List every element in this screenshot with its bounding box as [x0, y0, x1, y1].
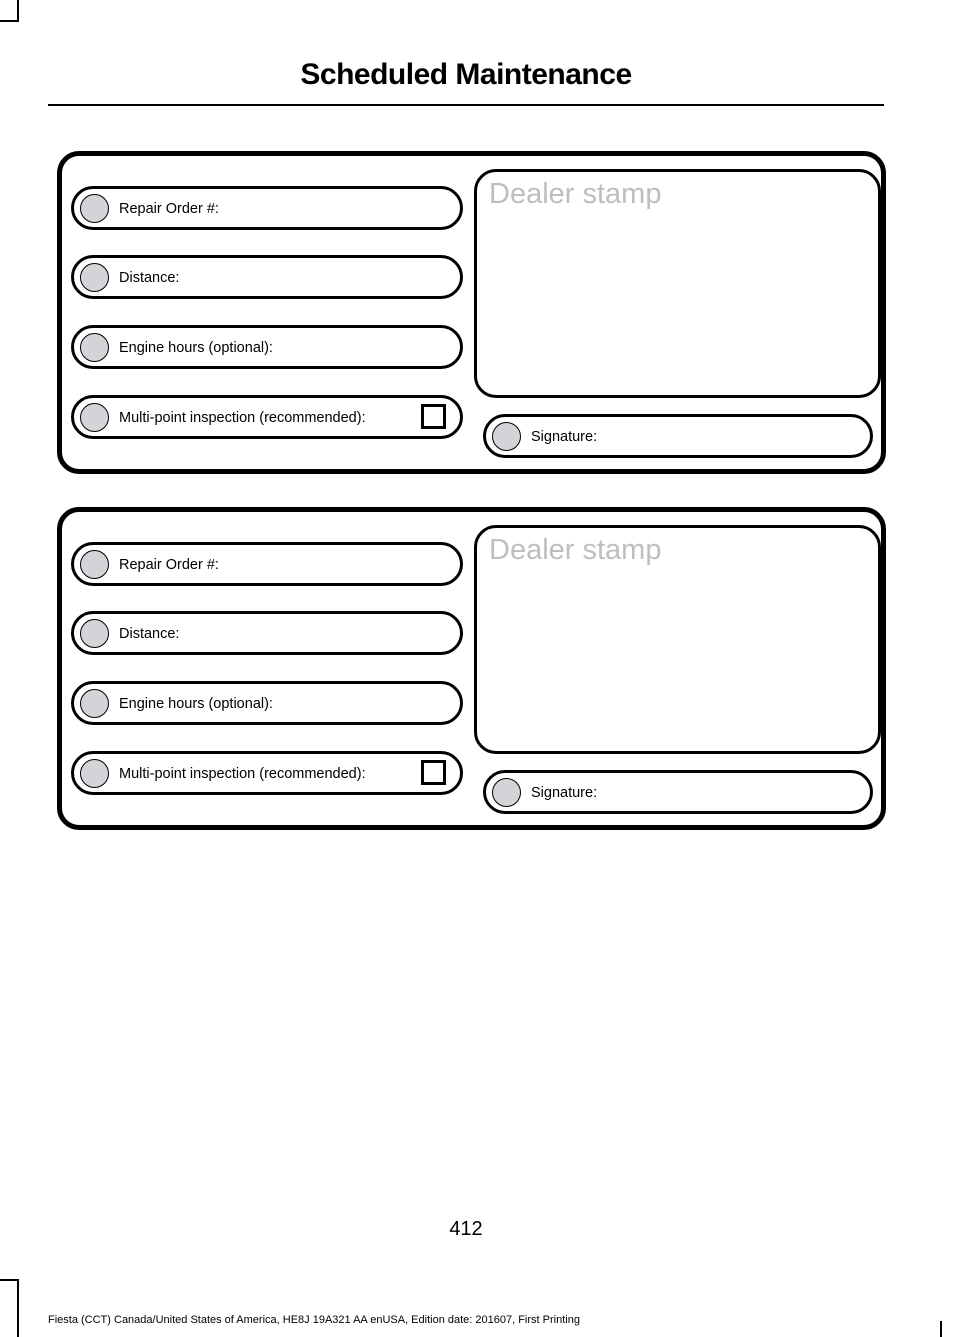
crop-mark-bottom-left-v: [17, 1279, 19, 1337]
circle-marker-icon: [80, 619, 109, 648]
signature-field[interactable]: [483, 770, 873, 814]
distance-field[interactable]: [71, 255, 463, 299]
page-number: 412: [449, 1218, 483, 1240]
inspection-field: [71, 395, 463, 439]
repair-order-field[interactable]: [71, 542, 463, 586]
circle-marker-icon: [492, 422, 521, 451]
footer-edition-info: Fiesta (CCT) Canada/United States of America, HE8J 19A321 AA enUSA, Edition date: 201607, First Printing: [48, 1314, 580, 1326]
distance-label: Distance:: [119, 626, 180, 642]
engine-hours-field[interactable]: [71, 681, 463, 725]
dealer-stamp-label: Dealer stamp: [489, 178, 662, 210]
circle-marker-icon: [80, 550, 109, 579]
circle-marker-icon: [80, 759, 109, 788]
circle-marker-icon: [80, 403, 109, 432]
crop-mark-bottom-right-v: [940, 1321, 942, 1337]
inspection-label: Multi-point inspection (recommended):: [119, 410, 366, 426]
inspection-label: Multi-point inspection (recommended):: [119, 766, 366, 782]
distance-field[interactable]: [71, 611, 463, 655]
engine-hours-label: Engine hours (optional):: [119, 696, 273, 712]
repair-order-label: Repair Order #:: [119, 557, 219, 573]
inspection-field: [71, 751, 463, 795]
maintenance-record-2: [57, 507, 886, 830]
title-divider: [48, 104, 884, 106]
distance-label: Distance:: [119, 270, 180, 286]
engine-hours-field[interactable]: [71, 325, 463, 369]
page-title: Scheduled Maintenance: [300, 58, 632, 91]
dealer-stamp-box[interactable]: [474, 169, 881, 398]
circle-marker-icon: [80, 194, 109, 223]
circle-marker-icon: [80, 689, 109, 718]
repair-order-field[interactable]: [71, 186, 463, 230]
crop-mark-top-left-h: [0, 20, 19, 22]
engine-hours-label: Engine hours (optional):: [119, 340, 273, 356]
crop-mark-top-left-v: [17, 0, 19, 22]
repair-order-label: Repair Order #:: [119, 201, 219, 217]
dealer-stamp-box[interactable]: [474, 525, 881, 754]
signature-label: Signature:: [531, 785, 598, 801]
signature-label: Signature:: [531, 429, 598, 445]
maintenance-record-1: [57, 151, 886, 474]
inspection-checkbox[interactable]: [421, 760, 446, 785]
circle-marker-icon: [492, 778, 521, 807]
circle-marker-icon: [80, 263, 109, 292]
circle-marker-icon: [80, 333, 109, 362]
inspection-checkbox[interactable]: [421, 404, 446, 429]
dealer-stamp-label: Dealer stamp: [489, 534, 662, 566]
signature-field[interactable]: [483, 414, 873, 458]
